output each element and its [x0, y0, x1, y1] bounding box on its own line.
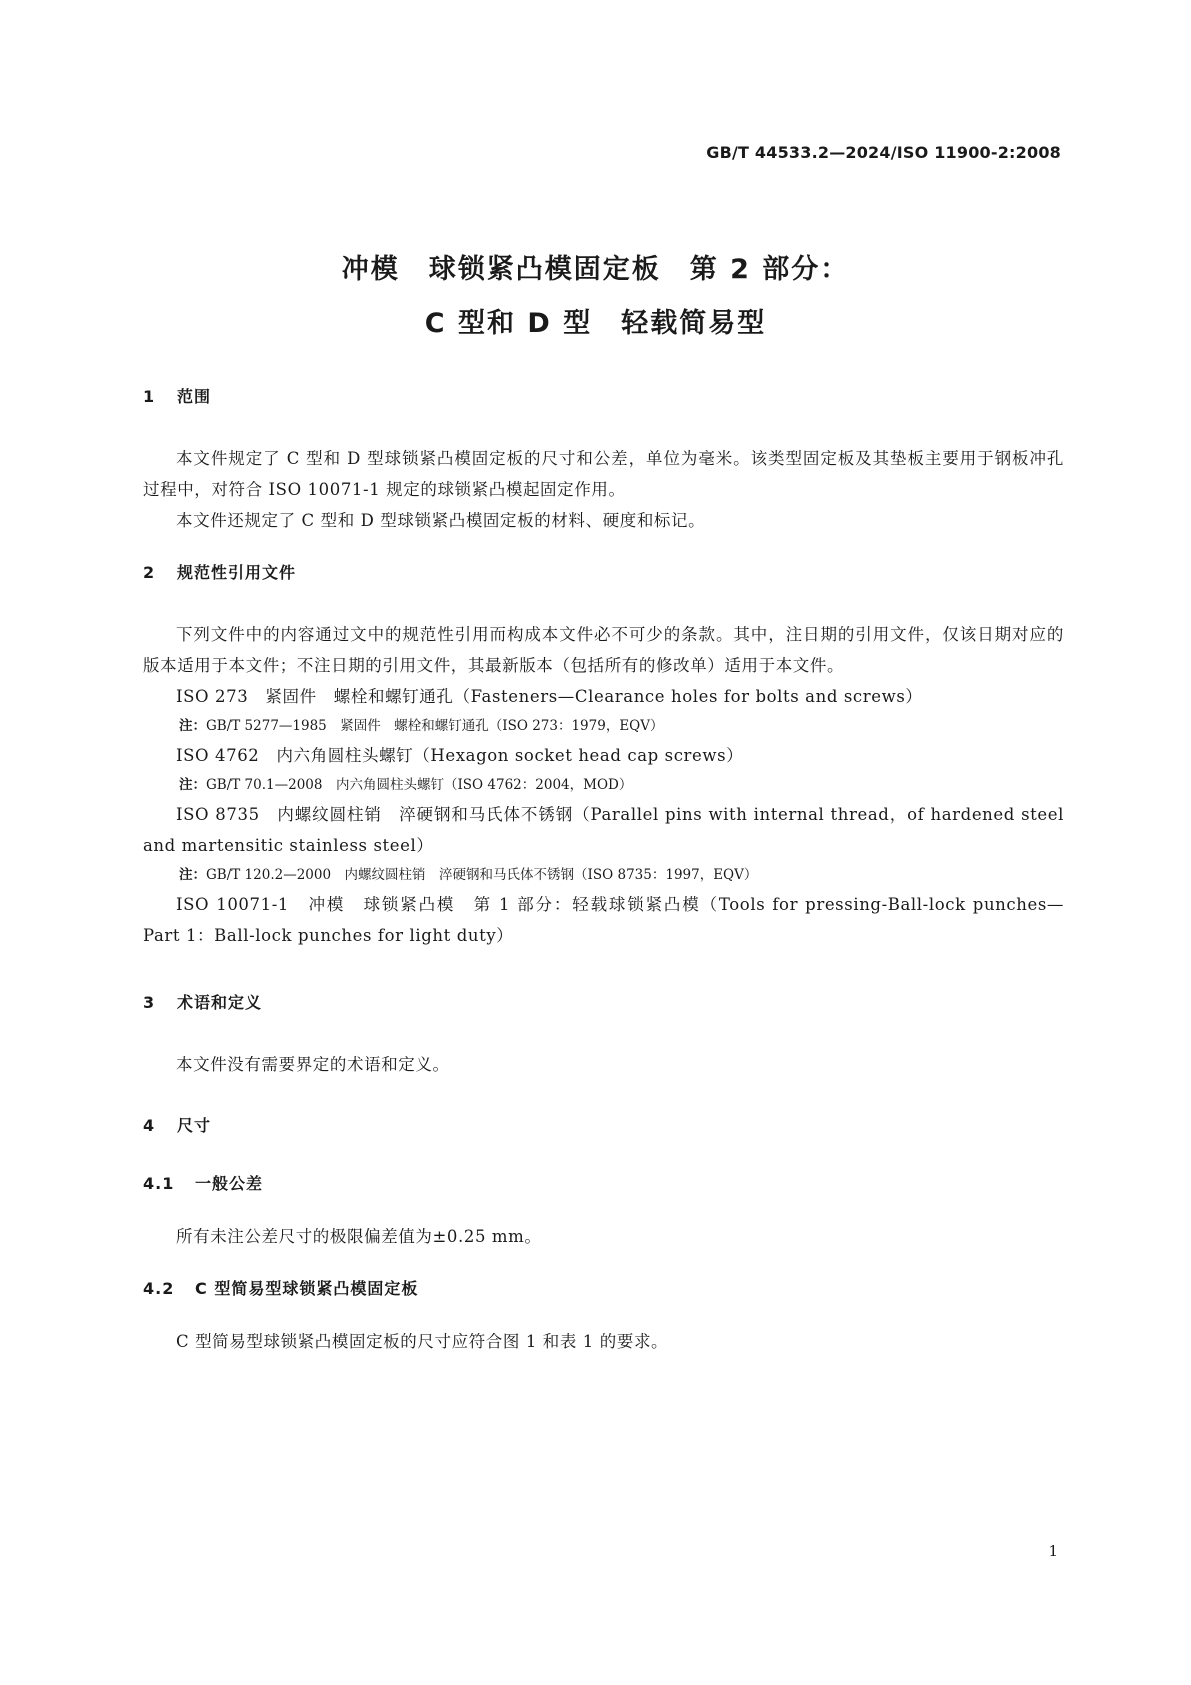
note-text: GB/T 5277—1985 紧固件 螺栓和螺钉通孔（ISO 273：1979，EQV） [206, 718, 664, 734]
section-heading-dimensions [143, 1114, 1064, 1138]
reference-iso-4762: ISO 4762 内六角圆柱头螺钉（Hexagon socket head cap screws） [176, 746, 744, 765]
terms-paragraph: 本文件没有需要界定的术语和定义。 [176, 1055, 450, 1074]
section-number: 2 [143, 563, 156, 582]
section-heading-terms [143, 991, 1064, 1015]
reference-iso-8735: ISO 8735 内螺纹圆柱销 淬硬钢和马氏体不锈钢（Parallel pins with internal thread，of hardened steel and martensitic stainless steel） [143, 805, 1064, 855]
document-title [0, 243, 1191, 351]
reference-iso-10071-1: ISO 10071-1 冲模 球锁紧凸模 第 1 部分：轻载球锁紧凸模（Tools for pressing-Ball-lock punches—Part 1：Ball-lock punches for light duty） [143, 895, 1064, 945]
section-heading-normative [143, 561, 1064, 585]
section-heading-scope [143, 385, 1064, 409]
reference-note [143, 712, 1064, 740]
title-line-1: 冲模 球锁紧凸模固定板 第 2 部分： [341, 254, 850, 285]
normative-intro: 下列文件中的内容通过文中的规范性引用而构成本文件必不可少的条款。其中，注日期的引用文件，仅该日期对应的版本适用于本文件；不注日期的引用文件，其最新版本（包括所有的修改单）适用于本文件。 [143, 625, 1064, 675]
section-number: 4 [143, 1116, 156, 1135]
note-text: GB/T 120.2—2000 内螺纹圆柱销 淬硬钢和马氏体不锈钢（ISO 8735：1997，EQV） [206, 867, 758, 883]
section-title: 尺寸 [177, 1116, 212, 1135]
subsection-heading-general-tolerance [143, 1172, 1064, 1196]
reference-note [143, 771, 1064, 799]
subsection-number: 4.1 [143, 1174, 175, 1193]
section-number: 3 [143, 993, 156, 1012]
standard-number: GB/T 44533.2—2024/ISO 11900-2:2008 [706, 143, 1061, 162]
note-text: GB/T 70.1—2008 内六角圆柱头螺钉（ISO 4762：2004，MOD） [206, 777, 633, 793]
note-label: 注： [179, 718, 206, 734]
note-label: 注： [179, 777, 206, 793]
section-title: 术语和定义 [177, 993, 263, 1012]
subsection-title: C 型简易型球锁紧凸模固定板 [195, 1279, 419, 1298]
subsection-title: 一般公差 [195, 1174, 264, 1193]
title-line-2: C 型和 D 型 轻载简易型 [424, 308, 767, 339]
subsection-heading-type-c-plate [143, 1277, 1064, 1301]
document-body [143, 385, 1064, 1357]
note-label: 注： [179, 867, 206, 883]
type-c-plate-paragraph: C 型简易型球锁紧凸模固定板的尺寸应符合图 1 和表 1 的要求。 [176, 1332, 669, 1351]
reference-iso-273: ISO 273 紧固件 螺栓和螺钉通孔（Fasteners—Clearance holes for bolts and screws） [176, 687, 923, 706]
scope-paragraph-2: 本文件还规定了 C 型和 D 型球锁紧凸模固定板的材料、硬度和标记。 [176, 511, 706, 530]
page-number: 1 [1048, 1542, 1058, 1560]
section-number: 1 [143, 387, 156, 406]
reference-note [143, 861, 1064, 889]
subsection-number: 4.2 [143, 1279, 175, 1298]
general-tolerance-paragraph: 所有未注公差尺寸的极限偏差值为±0.25 mm。 [176, 1227, 542, 1246]
section-title: 范围 [177, 387, 212, 406]
scope-paragraph-1: 本文件规定了 C 型和 D 型球锁紧凸模固定板的尺寸和公差，单位为毫米。该类型固定板及其垫板主要用于钢板冲孔过程中，对符合 ISO 10071-1 规定的球锁紧凸模起固定作用。 [143, 449, 1064, 499]
section-title: 规范性引用文件 [177, 563, 297, 582]
